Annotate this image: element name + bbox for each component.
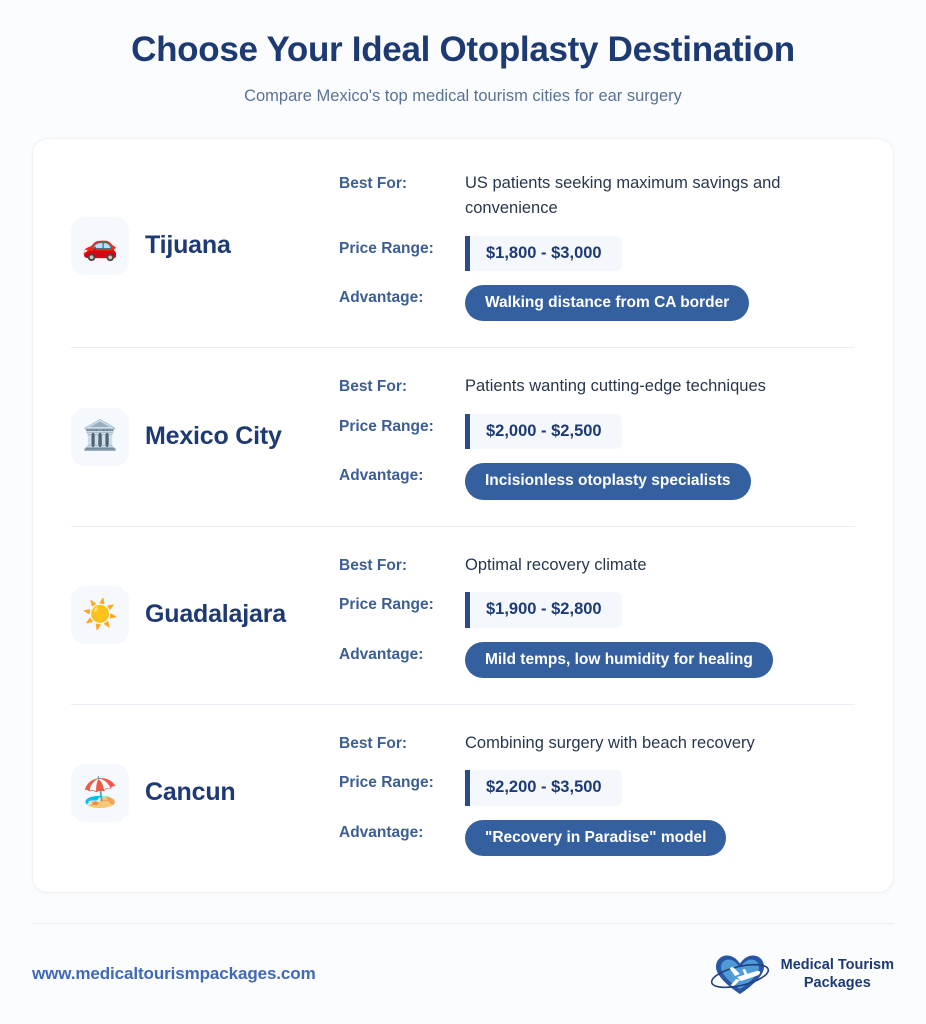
page-subtitle: Compare Mexico's top medical tourism cities for ear surgery xyxy=(244,87,682,106)
advantage-value-wrap xyxy=(465,642,855,678)
footer xyxy=(32,924,894,996)
price-range-label: Price Range: xyxy=(339,774,434,792)
best-for-value: Patients wanting cutting-edge techniques xyxy=(465,377,766,396)
sun-icon: ☀️ xyxy=(71,586,129,644)
advantage-pill: "Recovery in Paradise" model xyxy=(465,820,726,856)
table-row xyxy=(71,527,855,705)
destination-attributes xyxy=(339,171,855,322)
heart-airplane-logo xyxy=(709,952,771,996)
attribute-advantage xyxy=(339,463,855,499)
attribute-price-range xyxy=(339,236,855,271)
price-range-badge: $2,200 - $3,500 xyxy=(465,770,622,805)
city-name: Guadalajara xyxy=(145,600,286,629)
destination-identity xyxy=(71,586,339,644)
price-range-value-wrap xyxy=(465,236,855,271)
city-name: Cancun xyxy=(145,778,236,807)
advantage-value-wrap xyxy=(465,820,855,856)
header xyxy=(0,0,926,108)
best-for-value: Optimal recovery climate xyxy=(465,555,647,574)
brand-name-line-1: Medical Tourism xyxy=(780,956,894,973)
brand-name xyxy=(781,956,894,992)
table-row xyxy=(71,348,855,526)
best-for-value: Combining surgery with beach recovery xyxy=(465,733,755,752)
brand-logo-lockup xyxy=(709,952,894,996)
price-range-badge: $1,900 - $2,800 xyxy=(465,592,622,627)
footer-wrapper xyxy=(0,923,926,1024)
attribute-advantage xyxy=(339,285,855,321)
city-name: Tijuana xyxy=(145,231,231,260)
destination-attributes xyxy=(339,374,855,499)
best-for-label: Best For: xyxy=(339,734,408,752)
page-title: Choose Your Ideal Otoplasty Destination xyxy=(131,30,795,69)
destination-comparison-card xyxy=(32,138,894,893)
advantage-label: Advantage: xyxy=(339,289,424,307)
destination-identity xyxy=(71,408,339,466)
attribute-best-for xyxy=(339,171,855,222)
attribute-best-for xyxy=(339,553,855,579)
brand-name-line-2: Packages xyxy=(803,975,871,991)
destination-attributes xyxy=(339,731,855,856)
attribute-price-range xyxy=(339,414,855,449)
attribute-price-range xyxy=(339,770,855,805)
price-range-badge: $2,000 - $2,500 xyxy=(465,414,622,449)
attribute-best-for xyxy=(339,731,855,757)
price-range-label: Price Range: xyxy=(339,239,434,257)
best-for-label: Best For: xyxy=(339,556,408,574)
best-for-value: US patients seeking maximum savings and convenience xyxy=(465,173,781,218)
beach-umbrella-icon: 🏖️ xyxy=(71,764,129,822)
advantage-label: Advantage: xyxy=(339,467,424,485)
table-row xyxy=(71,145,855,349)
attribute-advantage xyxy=(339,820,855,856)
classical-building-icon: 🏛️ xyxy=(71,408,129,466)
advantage-value-wrap xyxy=(465,285,855,321)
attribute-advantage xyxy=(339,642,855,678)
attribute-price-range xyxy=(339,592,855,627)
destination-identity xyxy=(71,764,339,822)
website-url[interactable]: www.medicaltourismpackages.com xyxy=(32,964,316,983)
price-range-badge: $1,800 - $3,000 xyxy=(465,236,622,271)
price-range-label: Price Range: xyxy=(339,417,434,435)
price-range-value-wrap xyxy=(465,414,855,449)
destination-attributes xyxy=(339,553,855,678)
advantage-value-wrap xyxy=(465,463,855,499)
advantage-pill: Walking distance from CA border xyxy=(465,285,749,321)
best-for-label: Best For: xyxy=(339,378,408,396)
price-range-label: Price Range: xyxy=(339,596,434,614)
best-for-label: Best For: xyxy=(339,174,408,192)
advantage-label: Advantage: xyxy=(339,645,424,663)
table-row xyxy=(71,705,855,882)
comparison-card-wrapper xyxy=(0,108,926,893)
price-range-value-wrap xyxy=(465,592,855,627)
car-icon: 🚗 xyxy=(71,217,129,275)
city-name: Mexico City xyxy=(145,422,282,451)
advantage-pill: Incisionless otoplasty specialists xyxy=(465,463,751,499)
advantage-pill: Mild temps, low humidity for healing xyxy=(465,642,773,678)
destination-identity xyxy=(71,217,339,275)
attribute-best-for xyxy=(339,374,855,400)
price-range-value-wrap xyxy=(465,770,855,805)
advantage-label: Advantage: xyxy=(339,823,424,841)
